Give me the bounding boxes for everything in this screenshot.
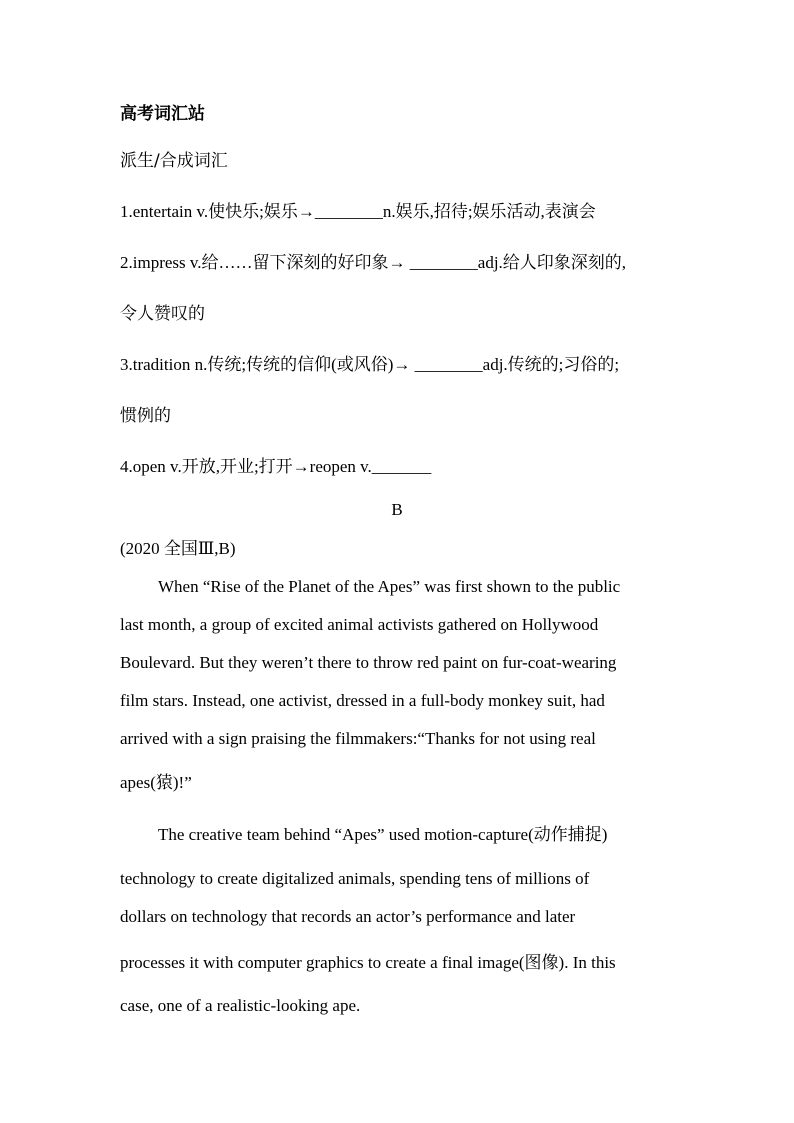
- passage-line: film stars. Instead, one activist, dressed in a full-body monkey suit, had: [120, 691, 605, 710]
- passage-label: B: [391, 500, 403, 519]
- passage-line: last month, a group of excited animal activists gathered on Hollywood: [120, 615, 599, 634]
- vocab-item-1: 1.entertain v.使快乐;娱乐→________n.娱乐,招待;娱乐活动,表演会: [120, 202, 596, 221]
- passage-line: case, one of a realistic-looking ape.: [120, 996, 361, 1015]
- section-title: 高考词汇站: [120, 104, 205, 124]
- vocab-item-3-cont: 惯例的: [120, 406, 171, 425]
- passage-source: (2020 全国Ⅲ,B): [120, 539, 236, 558]
- passage-line: technology to create digitalized animals, spending tens of millions of: [120, 869, 590, 888]
- passage-line: processes it with computer graphics to create a final image(图像). In this: [120, 953, 616, 972]
- vocab-item-3: 3.tradition n.传统;传统的信仰(或风俗)→ ________adj.传统的;习俗的;: [120, 355, 620, 374]
- vocab-item-4: 4.open v.开放,开业;打开→reopen v._______: [120, 457, 432, 476]
- passage-line: dollars on technology that records an actor’s performance and later: [120, 907, 576, 926]
- passage-line: Boulevard. But they weren’t there to throw red paint on fur-coat-wearing: [120, 653, 617, 672]
- passage-line: apes(猿)!”: [120, 773, 192, 792]
- vocab-item-2: 2.impress v.给……留下深刻的好印象→ ________adj.给人印象深刻的,: [120, 253, 627, 272]
- vocab-item-2-cont: 令人赞叹的: [120, 304, 205, 323]
- passage-line: When “Rise of the Planet of the Apes” was first shown to the public: [158, 577, 621, 596]
- subtitle: 派生/合成词汇: [120, 151, 228, 171]
- passage-line: arrived with a sign praising the filmmakers:“Thanks for not using real: [120, 729, 596, 748]
- passage-line: The creative team behind “Apes” used motion-capture(动作捕捉): [158, 825, 608, 844]
